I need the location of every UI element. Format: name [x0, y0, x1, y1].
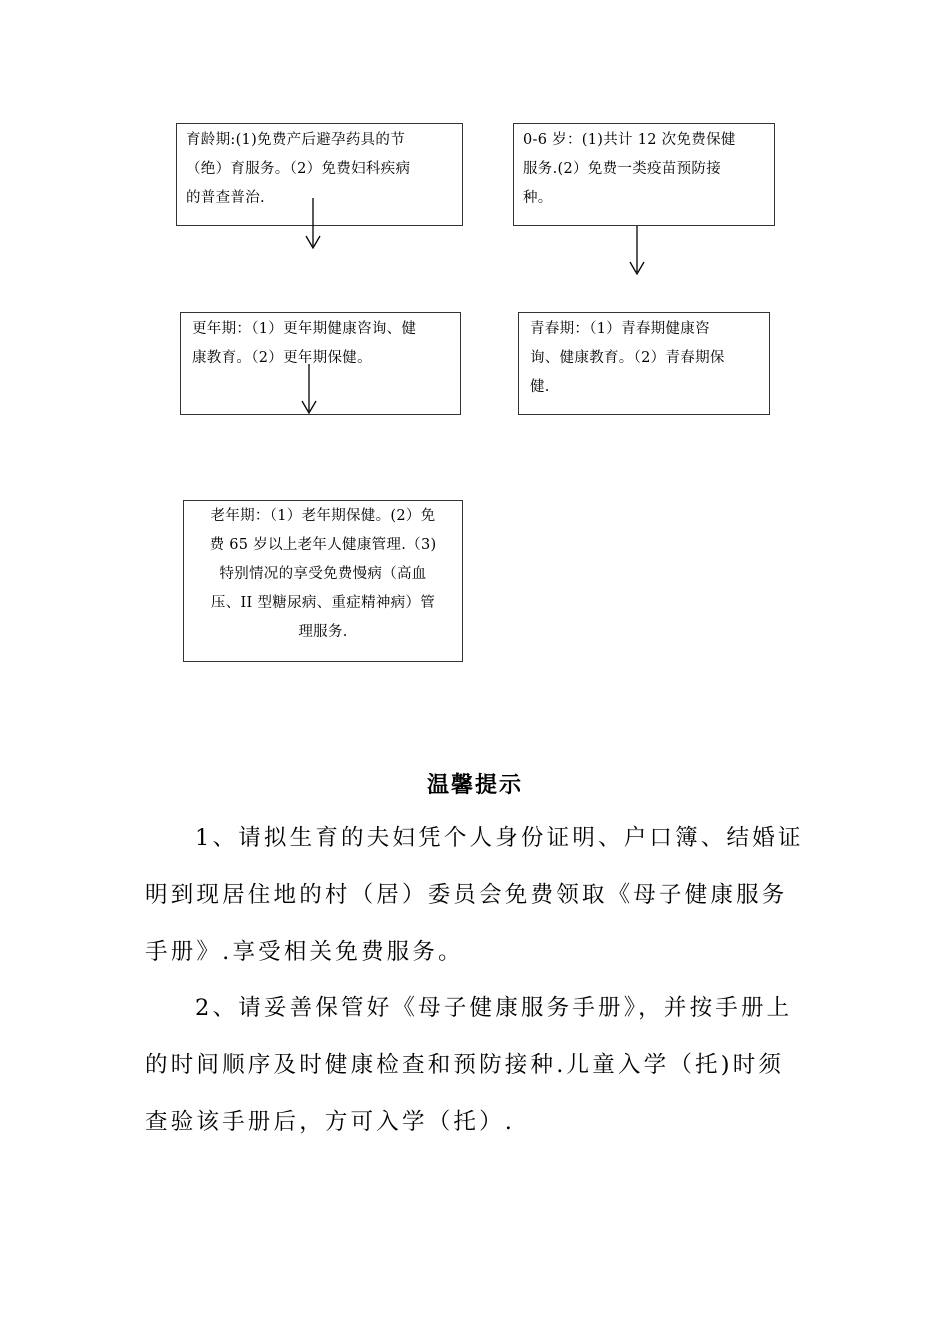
box-line: 理服务. — [298, 624, 348, 640]
paragraph-line: 2、请妥善保管好《母子健康服务手册》，并按手册上 — [195, 995, 793, 1021]
box-line: 老年期：（1）老年期保健。(2）免 — [210, 508, 436, 524]
box-line: 特别情况的享受免费慢病（高血 — [219, 566, 427, 582]
box-line: 服务.(2）免费一类疫苗预防接 — [523, 161, 721, 177]
notice-paragraph-1 — [145, 810, 810, 981]
box-line: 种。 — [523, 190, 553, 206]
box-line: 更年期：（1）更年期健康咨询、健 — [192, 321, 417, 337]
box-line: 0-6 岁：(1)共计 12 次免费保健 — [523, 132, 736, 148]
box-line: 费 65 岁以上老年人健康管理.（3) — [209, 537, 437, 553]
box-line: 询、健康教育。（2）青春期保 — [530, 350, 725, 366]
box-line: 康教育。（2）更年期保健。 — [192, 350, 372, 366]
paragraph-line: 查验该手册后，方可入学（托）. — [145, 1109, 516, 1135]
notice-title: 温馨提示 — [426, 773, 523, 798]
child-bearing-age-box — [176, 123, 463, 226]
box-line: 青春期：（1）青春期健康咨 — [530, 321, 710, 337]
box-line: 压、II 型糖尿病、重症精神病）管 — [210, 595, 436, 611]
box-line: 育龄期:(1)免费产后避孕药具的节 — [186, 132, 406, 148]
paragraph-line: 1、请拟生育的夫妇凭个人身份证明、户口簿、结婚证 — [195, 825, 804, 851]
box-line: 的普查普治. — [186, 190, 265, 206]
paragraph-line: 明到现居住地的村（居）委员会免费领取《母子健康服务 — [145, 882, 788, 908]
paragraph-line: 手册》.享受相关免费服务。 — [145, 939, 464, 965]
arrow-down-icon — [630, 226, 644, 274]
box-line: 健. — [530, 379, 550, 395]
notice-paragraph-2 — [145, 980, 810, 1151]
paragraph-line: 的时间顺序及时健康检查和预防接种.儿童入学（托)时须 — [145, 1052, 785, 1078]
menopause-box — [180, 312, 461, 415]
age-0-6-box — [513, 123, 775, 226]
puberty-box — [518, 312, 770, 415]
elderly-box — [183, 500, 463, 662]
box-line: （绝）育服务。（2）免费妇科疾病 — [186, 161, 411, 177]
